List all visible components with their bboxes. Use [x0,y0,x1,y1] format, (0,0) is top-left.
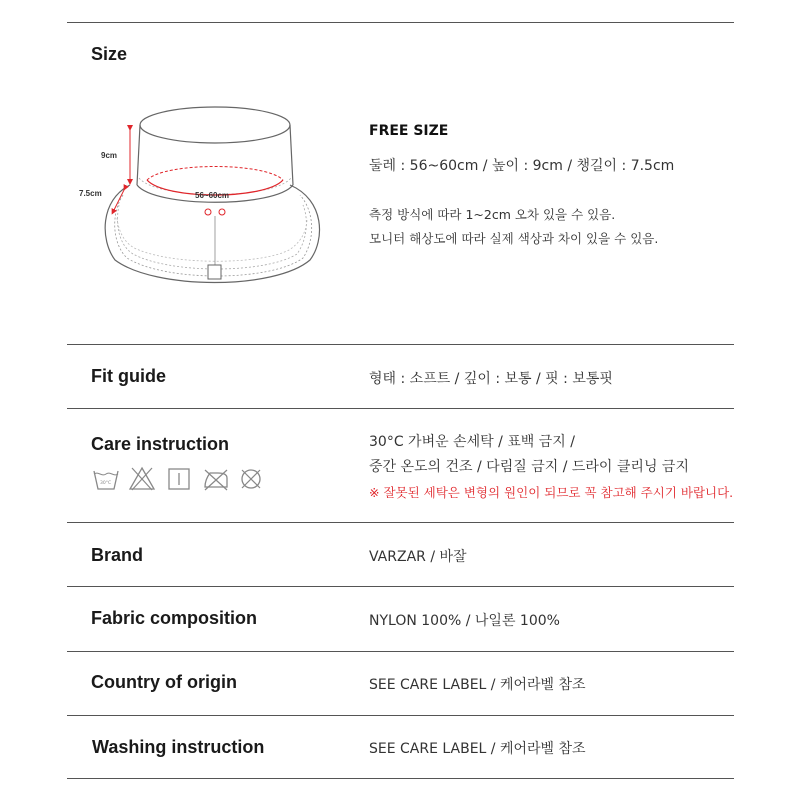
brand-label: Brand [91,545,144,565]
no-iron-icon [205,470,227,490]
no-bleach-icon [130,468,154,490]
care-line-2: 중간 온도의 건조 / 다림질 금지 / 드라이 클리닝 금지 [369,459,689,475]
fabric-composition-value: NYLON 100% / 나일론 100% [369,613,560,629]
size-heading: Size [91,44,128,64]
free-size-title: FREE SIZE [369,123,449,139]
brand-value: VARZAR / 바잘 [369,549,467,565]
care-icons [92,465,267,497]
care-line-1: 30°C 가벼운 손세탁 / 표백 금지 / [369,434,575,450]
size-dimensions: 둘레 : 56~60cm / 높이 : 9cm / 챙길이 : 7.5cm [369,158,675,174]
divider [67,651,734,652]
wash-temp-label: 30°C [100,481,112,486]
fabric-composition-label: Fabric composition [91,608,258,628]
height-label: 9cm [101,151,118,160]
circumference-label: 56~60cm [195,191,230,200]
country-of-origin-label: Country of origin [91,672,237,692]
line-dry-icon [169,469,189,489]
fit-guide-label: Fit guide [91,366,166,386]
divider [67,408,734,409]
size-note-monitor: 모니터 해상도에 따라 실제 색상과 차이 있을 수 있음. [369,231,659,246]
bucket-hat-diagram [75,100,335,300]
fit-guide-value: 형태 : 소프트 / 깊이 : 보통 / 핏 : 보통핏 [369,371,613,387]
top-divider [67,22,734,23]
hand-wash-30-icon [94,471,118,489]
bottom-divider [67,778,734,779]
divider [67,586,734,587]
no-dry-clean-icon [242,470,260,488]
care-instruction-label: Care instruction [91,434,230,454]
washing-instruction-label: Washing instruction [92,737,265,757]
divider [67,344,734,345]
divider [67,715,734,716]
washing-instruction-value: SEE CARE LABEL / 케어라벨 참조 [369,741,586,757]
country-of-origin-value: SEE CARE LABEL / 케어라벨 참조 [369,677,586,693]
size-note-tolerance: 측정 방식에 따라 1~2cm 오차 있을 수 있음. [369,207,616,222]
divider [67,522,734,523]
brim-label: 7.5cm [79,189,102,198]
care-warning: ※ 잘못된 세탁은 변형의 원인이 되므로 꼭 참고해 주시기 바랍니다. [369,485,734,500]
